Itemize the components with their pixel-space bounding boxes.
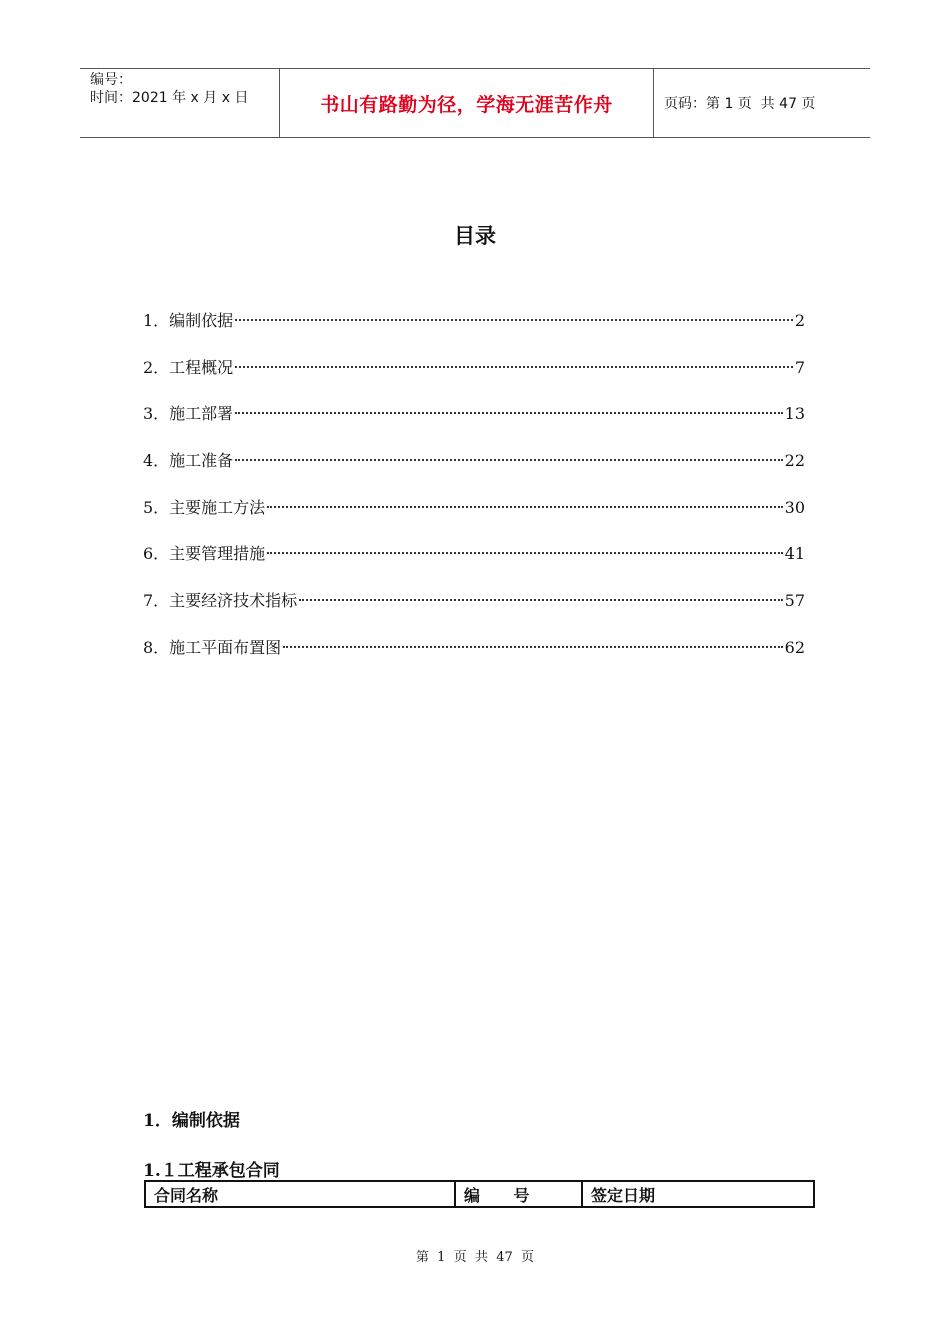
contract-table-header (144, 1180, 815, 1208)
toc-item-page: 13 (784, 404, 805, 424)
toc-item-label: 4．施工准备 (143, 451, 234, 471)
toc-item[interactable] (143, 588, 805, 635)
toc-leader-dots (299, 599, 782, 601)
toc-item[interactable] (143, 541, 805, 588)
toc-item-label: 5．主要施工方法 (143, 497, 266, 517)
header-page-info: 页码：第 1 页 共 47 页 (664, 96, 816, 112)
toc-item[interactable] (143, 448, 805, 495)
toc-item[interactable] (143, 635, 805, 682)
toc-item-page: 30 (784, 497, 805, 517)
toc-item-page: 2 (794, 311, 805, 330)
toc-leader-dots (283, 646, 782, 648)
toc-item[interactable] (143, 308, 805, 355)
toc-leader-dots (267, 552, 782, 554)
toc-leader-dots (267, 506, 782, 508)
section-title: 1．编制依据 (143, 1111, 240, 1131)
subsection-title: 1.１工程承包合同 (143, 1161, 280, 1181)
header-number-label: 编号： (90, 72, 132, 88)
toc-item-label: 1．编制依据 (143, 311, 234, 330)
header-motto: 书山有路勤为径，学海无涯苦作舟 (280, 69, 654, 137)
toc-item-label: 7．主要经济技术指标 (143, 591, 298, 611)
toc-item[interactable] (143, 401, 805, 448)
contract-number-header: 编 号 (456, 1182, 583, 1206)
toc-leader-dots (235, 366, 793, 368)
toc-item-page: 7 (794, 357, 805, 377)
toc-leader-dots (235, 412, 782, 414)
toc-item-label: 6．主要管理措施 (143, 544, 266, 564)
toc-item-label: 3．施工部署 (143, 404, 234, 424)
contract-date-header: 签定日期 (591, 1185, 656, 1205)
document-header (80, 68, 870, 138)
toc-leader-dots (235, 319, 793, 321)
toc-item-page: 57 (784, 591, 805, 611)
toc-item[interactable] (143, 495, 805, 542)
toc-item-page: 62 (784, 637, 805, 657)
table-of-contents (143, 308, 805, 682)
header-time-label: 时间：2021 年 x 月 x 日 (90, 90, 249, 106)
toc-title: 目录 (454, 224, 496, 248)
toc-item-label: 2．工程概况 (143, 357, 234, 377)
toc-leader-dots (235, 459, 782, 461)
header-left-cell (80, 69, 280, 137)
page-footer: 第 1 页 共 47 页 (415, 1250, 535, 1265)
toc-item-label: 8．施工平面布置图 (143, 637, 282, 657)
toc-item-page: 22 (784, 451, 805, 471)
toc-item[interactable] (143, 355, 805, 402)
toc-item-page: 41 (784, 544, 805, 564)
contract-name-header: 合同名称 (146, 1182, 456, 1206)
